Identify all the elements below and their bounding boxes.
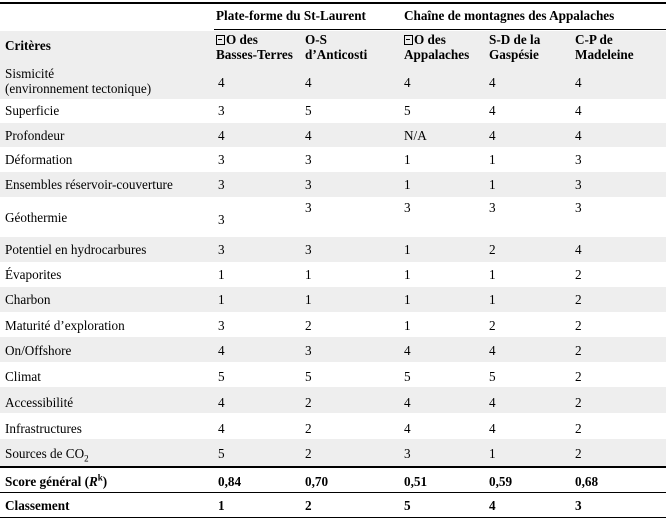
table-cell: 1: [404, 267, 411, 282]
rank-top-rule: [0, 492, 666, 493]
criteria-header: Critères: [5, 38, 51, 53]
score-cell: 0,84: [218, 474, 242, 489]
score-cell: 0,68: [575, 474, 599, 489]
table-row-shade: [0, 287, 666, 312]
table-cell: 5: [305, 103, 312, 118]
row-label: Infrastructures: [5, 421, 82, 436]
table-cell: N/A: [404, 128, 427, 143]
table-cell: 3: [305, 152, 312, 167]
table-cell: 4: [575, 128, 582, 143]
table-cell: 3: [218, 103, 225, 118]
row-label: Ensembles réservoir-couverture: [5, 177, 173, 192]
table-cell: 2: [575, 446, 582, 461]
table-cell: 4: [489, 395, 496, 410]
row-label: Accessibilité: [5, 395, 74, 410]
table-cell: 3: [575, 200, 582, 215]
table-cell: 5: [489, 369, 496, 384]
table-cell: 3: [218, 152, 225, 167]
table-cell: 4: [489, 128, 496, 143]
table-cell: 2: [305, 446, 312, 461]
row-label: Déformation: [5, 152, 73, 167]
row-label: Climat: [5, 369, 41, 384]
table-cell: 4: [218, 75, 225, 90]
table-row-shade: [0, 387, 666, 413]
missing-glyph-icon: [216, 35, 225, 45]
table-cell: 1: [218, 267, 225, 282]
row-label: Sources de $CO_2$: [5, 446, 89, 464]
row-label: Charbon: [5, 292, 51, 307]
table-cell: 3: [305, 177, 312, 192]
col-header-madeleine: C-P de Madeleine: [575, 32, 634, 62]
table-cell: 2: [575, 267, 582, 282]
rank-cell: 1: [218, 498, 225, 513]
table-row-shade: [0, 439, 666, 466]
col-header-gaspesie: S-D de la Gaspésie: [489, 32, 541, 62]
table-cell: 5: [404, 369, 411, 384]
table-cell: 1: [305, 292, 312, 307]
row-label: Potentiel en hydrocarbures: [5, 242, 147, 257]
table-cell: 2: [305, 395, 312, 410]
table-row-shade: [0, 337, 666, 362]
table-cell: 2: [305, 421, 312, 436]
table-cell: 3: [218, 212, 225, 227]
table-cell: 2: [489, 318, 496, 333]
table-cell: 4: [404, 75, 411, 90]
row-label: Superficie: [5, 103, 60, 118]
table-cell: 3: [305, 242, 312, 257]
table-cell: 4: [575, 242, 582, 257]
table-cell: 3: [305, 200, 312, 215]
table-cell: 3: [575, 177, 582, 192]
col-header-anticosti: O-S d’Anticosti: [305, 32, 368, 62]
table-cell: 2: [489, 242, 496, 257]
table-cell: 1: [404, 292, 411, 307]
table-cell: 3: [218, 318, 225, 333]
table-cell: 3: [305, 343, 312, 358]
table-cell: 3: [489, 200, 496, 215]
group-header-rule: [214, 29, 666, 30]
missing-glyph-icon: [404, 35, 413, 45]
table-cell: 4: [218, 421, 225, 436]
table-cell: 4: [404, 343, 411, 358]
table-cell: 2: [575, 318, 582, 333]
score-cell: 0,51: [404, 474, 428, 489]
table-cell: 1: [404, 152, 411, 167]
table-cell: 4: [489, 103, 496, 118]
table-cell: 4: [575, 103, 582, 118]
rank-cell: 3: [575, 498, 582, 513]
table-cell: 4: [218, 128, 225, 143]
table-bottom-rule: [0, 517, 666, 518]
table-cell: 2: [305, 318, 312, 333]
table-cell: 4: [575, 75, 582, 90]
table-cell: 4: [489, 75, 496, 90]
table-cell: 2: [575, 421, 582, 436]
table-cell: 3: [218, 177, 225, 192]
table-cell: 1: [404, 318, 411, 333]
table-cell: 4: [404, 421, 411, 436]
table-cell: 1: [489, 177, 496, 192]
table-cell: 1: [489, 292, 496, 307]
group-header-st-laurent: Plate-forme du St-Laurent: [216, 8, 366, 23]
table-cell: 4: [305, 128, 312, 143]
group-header-appalaches: Chaîne de montagnes des Appalaches: [404, 8, 615, 23]
table-cell: 4: [218, 395, 225, 410]
table-cell: 3: [404, 200, 411, 215]
table-cell: 1: [489, 267, 496, 282]
table-cell: 3: [404, 446, 411, 461]
table-cell: 1: [489, 152, 496, 167]
score-top-rule: [0, 466, 666, 468]
table-cell: 4: [404, 395, 411, 410]
row-label: Évaporites: [5, 267, 62, 282]
rank-label: Classement: [5, 498, 70, 513]
table-cell: 5: [218, 446, 225, 461]
row-label: Maturité d’exploration: [5, 318, 125, 333]
rank-cell: 5: [404, 498, 411, 513]
table-cell: 1: [305, 267, 312, 282]
table-top-rule: [0, 2, 666, 4]
row-label: Profondeur: [5, 128, 65, 143]
rank-cell: 4: [489, 498, 496, 513]
rank-cell: 2: [305, 498, 312, 513]
table-cell: 3: [218, 242, 225, 257]
table-cell: 1: [489, 446, 496, 461]
table-cell: 4: [305, 75, 312, 90]
table-cell: 3: [575, 152, 582, 167]
score-label: Score général $(R^k)$: [5, 472, 108, 489]
table-cell: 4: [489, 343, 496, 358]
score-cell: 0,59: [489, 474, 513, 489]
table-cell: 1: [218, 292, 225, 307]
table-row-shade: [0, 123, 666, 147]
row-label: Géothermie: [5, 210, 68, 225]
table-cell: 1: [404, 177, 411, 192]
table-cell: 5: [305, 369, 312, 384]
row-label: On/Offshore: [5, 343, 72, 358]
table-cell: 2: [575, 292, 582, 307]
table-cell: 2: [575, 343, 582, 358]
table-cell: 2: [575, 369, 582, 384]
table-cell: 4: [489, 421, 496, 436]
col-header-appalaches: O des Appalaches: [404, 32, 470, 62]
score-cell: 0,70: [305, 474, 329, 489]
table-cell: 1: [404, 242, 411, 257]
table-cell: 4: [218, 343, 225, 358]
table-cell: 5: [218, 369, 225, 384]
table-cell: 2: [575, 395, 582, 410]
row-label: Sismicité (environnement tectonique): [5, 66, 152, 96]
col-header-basses-terres: O des Basses-Terres: [216, 32, 293, 62]
table-cell: 5: [404, 103, 411, 118]
